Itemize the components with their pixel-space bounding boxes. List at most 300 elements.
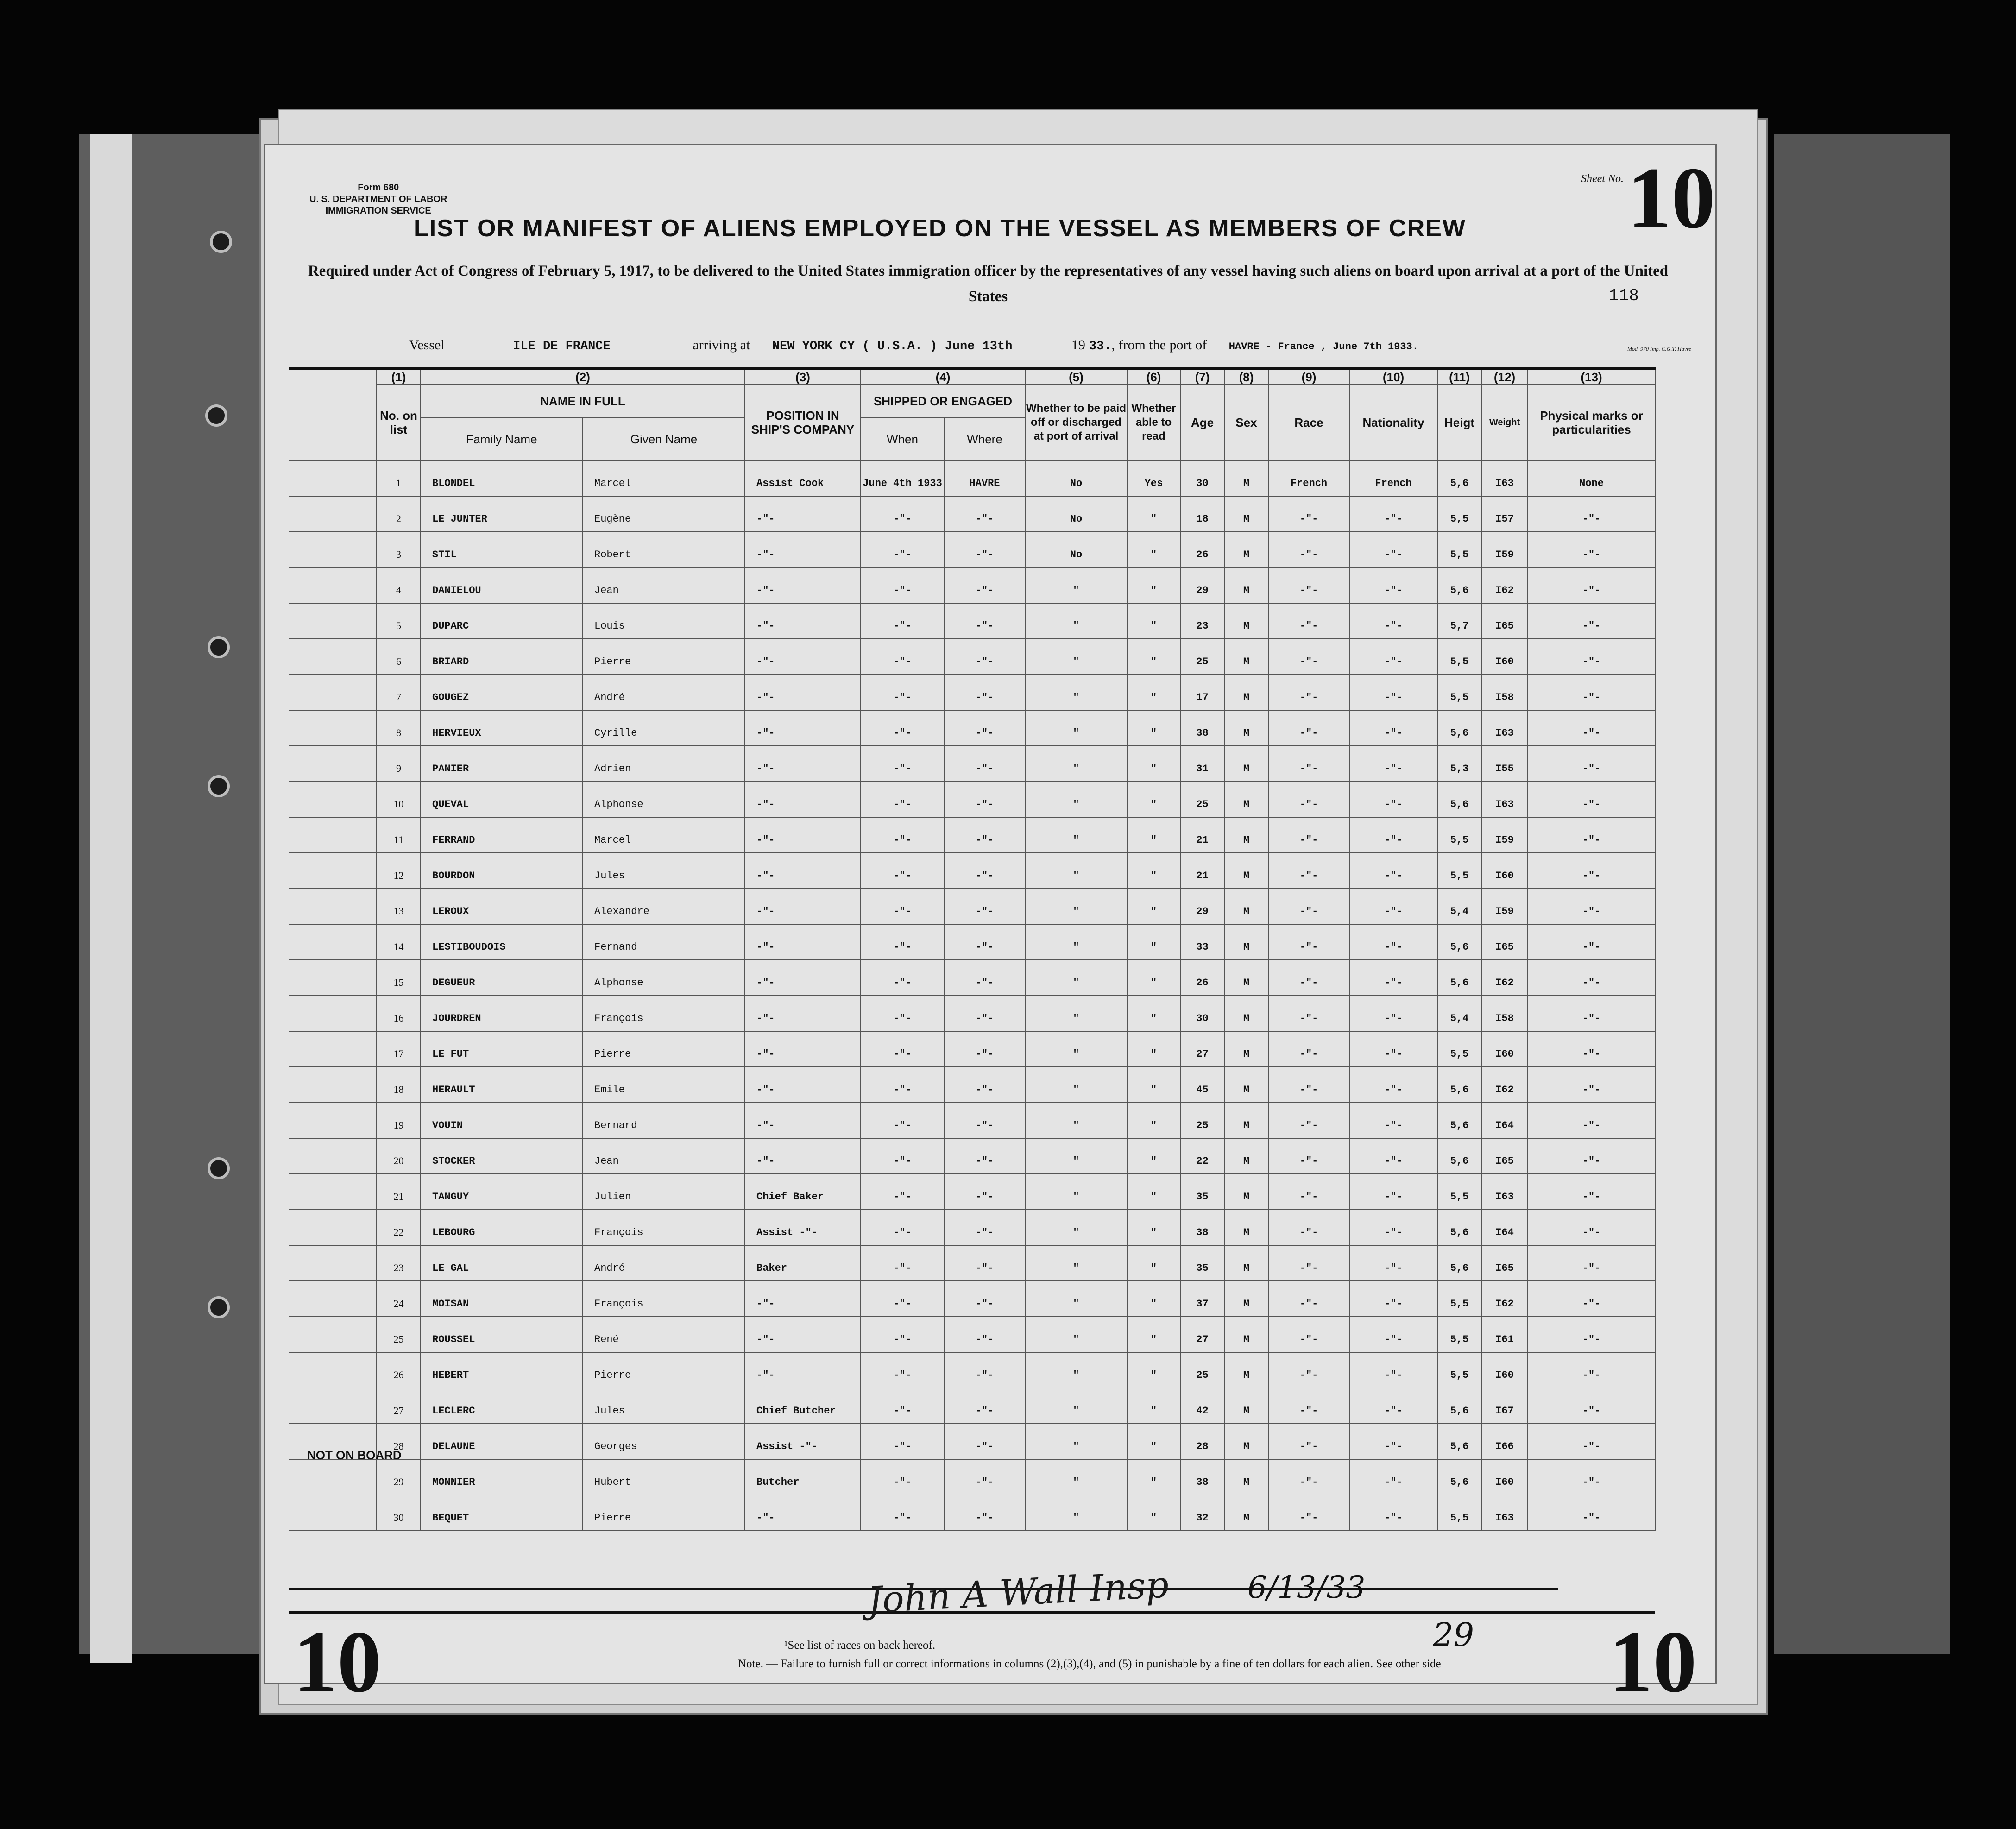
age-cell: 29 <box>1180 568 1224 603</box>
shipped-when-cell: -"- <box>861 1281 944 1317</box>
weight-cell: I58 <box>1481 996 1528 1031</box>
family-name-cell: STIL <box>421 532 583 568</box>
row-number-cell: 10 <box>377 782 421 817</box>
nationality-cell: -"- <box>1349 1210 1437 1245</box>
race-cell: -"- <box>1268 924 1349 960</box>
race-cell: French <box>1268 460 1349 496</box>
row-margin <box>289 1281 377 1317</box>
nationality-cell: -"- <box>1349 1031 1437 1067</box>
physical-marks-cell: -"- <box>1528 924 1655 960</box>
family-name-cell: DANIELOU <box>421 568 583 603</box>
physical-marks-cell: -"- <box>1528 675 1655 710</box>
sex-cell: M <box>1224 746 1268 782</box>
physical-marks-cell: -"- <box>1528 1031 1655 1067</box>
row-number-cell: 13 <box>377 889 421 924</box>
row-margin <box>289 1174 377 1210</box>
family-name-cell: GOUGEZ <box>421 675 583 710</box>
weight-cell: I62 <box>1481 960 1528 996</box>
table-row <box>289 568 1655 603</box>
given-name-cell: Pierre <box>583 1031 745 1067</box>
given-name-cell: Jean <box>583 1138 745 1174</box>
physical-marks-cell: -"- <box>1528 496 1655 532</box>
able-to-read-cell: " <box>1127 1495 1180 1531</box>
able-to-read-cell: " <box>1127 782 1180 817</box>
race-cell: -"- <box>1268 1031 1349 1067</box>
family-name-cell: HERAULT <box>421 1067 583 1103</box>
race-cell: -"- <box>1268 603 1349 639</box>
vessel-line <box>409 337 1418 353</box>
shipped-when-cell: -"- <box>861 1352 944 1388</box>
weight-cell: I59 <box>1481 889 1528 924</box>
paid-off-cell: " <box>1025 639 1127 675</box>
shipped-where-cell: -"- <box>944 1174 1025 1210</box>
paid-off-cell: " <box>1025 1174 1127 1210</box>
family-name-cell: LE JUNTER <box>421 496 583 532</box>
age-cell: 35 <box>1180 1245 1224 1281</box>
given-name-cell: Julien <box>583 1174 745 1210</box>
weight-cell: I65 <box>1481 1138 1528 1174</box>
sex-cell: M <box>1224 1103 1268 1138</box>
binder-hole-icon <box>208 636 230 658</box>
sex-cell: M <box>1224 1388 1268 1424</box>
row-margin <box>289 853 377 889</box>
physical-marks-cell: -"- <box>1528 1495 1655 1531</box>
age-cell: 26 <box>1180 532 1224 568</box>
signature-date: 6/13/33 <box>1247 1570 1366 1605</box>
paid-off-cell: No <box>1025 460 1127 496</box>
able-to-read-cell: " <box>1127 1281 1180 1317</box>
shipped-where-cell: -"- <box>944 1388 1025 1424</box>
weight-cell: I67 <box>1481 1388 1528 1424</box>
sex-cell: M <box>1224 568 1268 603</box>
nationality-cell: -"- <box>1349 1103 1437 1138</box>
corner-sheet-number-left: 10 <box>293 1614 381 1711</box>
able-to-read-cell: " <box>1127 675 1180 710</box>
sex-cell: M <box>1224 1031 1268 1067</box>
height-cell: 5,5 <box>1437 817 1481 853</box>
position-cell: -"- <box>745 532 861 568</box>
shipped-when-cell: -"- <box>861 603 944 639</box>
table-row <box>289 1031 1655 1067</box>
row-margin <box>289 889 377 924</box>
race-cell: -"- <box>1268 675 1349 710</box>
nationality-cell: -"- <box>1349 532 1437 568</box>
crew-manifest-table <box>289 367 1656 1531</box>
age-cell: 30 <box>1180 460 1224 496</box>
family-name-cell: FERRAND <box>421 817 583 853</box>
given-name-cell: Eugène <box>583 496 745 532</box>
page-title: LIST OR MANIFEST OF ALIENS EMPLOYED ON THE VESSEL AS MEMBERS OF CREW <box>414 215 1466 242</box>
age-cell: 17 <box>1180 675 1224 710</box>
position-cell: -"- <box>745 889 861 924</box>
row-number-cell: 20 <box>377 1138 421 1174</box>
manifest-rows <box>289 460 1655 1531</box>
row-number-cell: 29 <box>377 1459 421 1495</box>
position-cell: -"- <box>745 568 861 603</box>
table-row <box>289 996 1655 1031</box>
given-name-cell: Bernard <box>583 1103 745 1138</box>
nationality-cell: -"- <box>1349 675 1437 710</box>
sex-cell: M <box>1224 603 1268 639</box>
shipped-when-cell: -"- <box>861 782 944 817</box>
race-cell: -"- <box>1268 1067 1349 1103</box>
table-row <box>289 1459 1655 1495</box>
nationality-cell: -"- <box>1349 996 1437 1031</box>
shipped-when-cell: -"- <box>861 1317 944 1352</box>
header-weight: Weight <box>1481 385 1528 460</box>
able-to-read-cell: " <box>1127 817 1180 853</box>
able-to-read-cell: " <box>1127 1174 1180 1210</box>
height-cell: 5,3 <box>1437 746 1481 782</box>
arriving-label: arriving at <box>693 337 750 353</box>
position-cell: -"- <box>745 853 861 889</box>
shipped-where-cell: -"- <box>944 496 1025 532</box>
row-number-cell: 25 <box>377 1317 421 1352</box>
race-cell: -"- <box>1268 746 1349 782</box>
inspector-signature: John A Wall Insp <box>867 1564 1170 1621</box>
table-row <box>289 960 1655 996</box>
weight-cell: I57 <box>1481 496 1528 532</box>
sex-cell: M <box>1224 1281 1268 1317</box>
age-cell: 27 <box>1180 1317 1224 1352</box>
header-able-to-read: Whether able to read <box>1127 385 1180 460</box>
weight-cell: I64 <box>1481 1103 1528 1138</box>
sex-cell: M <box>1224 1352 1268 1388</box>
table-row <box>289 1281 1655 1317</box>
col-number: (4) <box>861 369 1025 385</box>
paid-off-cell: " <box>1025 1495 1127 1531</box>
col-number: (5) <box>1025 369 1127 385</box>
form-number: Form 680 <box>358 183 399 193</box>
table-row <box>289 710 1655 746</box>
row-number-cell: 3 <box>377 532 421 568</box>
table-row <box>289 1067 1655 1103</box>
position-cell: -"- <box>745 1067 861 1103</box>
family-name-cell: LECLERC <box>421 1388 583 1424</box>
given-name-cell: Louis <box>583 603 745 639</box>
able-to-read-cell: " <box>1127 603 1180 639</box>
age-cell: 31 <box>1180 746 1224 782</box>
row-margin <box>289 960 377 996</box>
row-margin <box>289 568 377 603</box>
position-cell: -"- <box>745 1138 861 1174</box>
paid-off-cell: No <box>1025 532 1127 568</box>
table-row <box>289 1174 1655 1210</box>
age-cell: 18 <box>1180 496 1224 532</box>
row-number-cell: 24 <box>377 1281 421 1317</box>
table-row <box>289 460 1655 496</box>
given-name-cell: François <box>583 1210 745 1245</box>
paid-off-cell: " <box>1025 782 1127 817</box>
sex-cell: M <box>1224 1459 1268 1495</box>
shipped-where-cell: -"- <box>944 817 1025 853</box>
row-number-cell: 12 <box>377 853 421 889</box>
row-margin <box>289 603 377 639</box>
able-to-read-cell: " <box>1127 996 1180 1031</box>
family-name-cell: TANGUY <box>421 1174 583 1210</box>
table-row <box>289 924 1655 960</box>
row-number-cell: 9 <box>377 746 421 782</box>
able-to-read-cell: " <box>1127 1424 1180 1459</box>
height-cell: 5,6 <box>1437 1388 1481 1424</box>
table-row <box>289 496 1655 532</box>
shipped-when-cell: -"- <box>861 710 944 746</box>
position-cell: -"- <box>745 996 861 1031</box>
weight-cell: I65 <box>1481 924 1528 960</box>
row-number-cell: 18 <box>377 1067 421 1103</box>
able-to-read-cell: " <box>1127 1103 1180 1138</box>
arrival-port: NEW YORK CY ( U.S.A. ) June 13th <box>772 340 1013 353</box>
weight-cell: I59 <box>1481 532 1528 568</box>
height-cell: 5,4 <box>1437 889 1481 924</box>
age-cell: 38 <box>1180 1210 1224 1245</box>
nationality-cell: -"- <box>1349 603 1437 639</box>
height-cell: 5,6 <box>1437 924 1481 960</box>
sex-cell: M <box>1224 496 1268 532</box>
race-cell: -"- <box>1268 1352 1349 1388</box>
weight-cell: I63 <box>1481 460 1528 496</box>
from-label: , from the port of <box>1111 337 1207 353</box>
shipped-where-cell: -"- <box>944 603 1025 639</box>
family-name-cell: JOURDREN <box>421 996 583 1031</box>
physical-marks-cell: -"- <box>1528 960 1655 996</box>
nationality-cell: -"- <box>1349 710 1437 746</box>
sex-cell: M <box>1224 1245 1268 1281</box>
shipped-when-cell: -"- <box>861 1245 944 1281</box>
shipped-where-cell: -"- <box>944 1352 1025 1388</box>
given-name-cell: Georges <box>583 1424 745 1459</box>
family-name-cell: BRIARD <box>421 639 583 675</box>
given-name-cell: Hubert <box>583 1459 745 1495</box>
page-subtitle: Required under Act of Congress of February 5, 1917, to be delivered to the United States immigration officer by the representatives of any vessel having such aliens on board upon arrival at a port of the United States <box>308 263 1669 305</box>
margin-header <box>289 369 377 460</box>
nationality-cell: -"- <box>1349 1388 1437 1424</box>
able-to-read-cell: " <box>1127 960 1180 996</box>
shipped-when-cell: -"- <box>861 1103 944 1138</box>
row-margin <box>289 782 377 817</box>
weight-cell: I65 <box>1481 603 1528 639</box>
height-cell: 5,5 <box>1437 1031 1481 1067</box>
age-cell: 32 <box>1180 1495 1224 1531</box>
row-margin <box>289 1352 377 1388</box>
weight-cell: I66 <box>1481 1424 1528 1459</box>
weight-cell: I64 <box>1481 1210 1528 1245</box>
height-cell: 5,5 <box>1437 1281 1481 1317</box>
family-name-cell: HEBERT <box>421 1352 583 1388</box>
able-to-read-cell: " <box>1127 1210 1180 1245</box>
binder-hole-icon <box>208 1296 230 1318</box>
binder-strip <box>90 134 132 1663</box>
table-row <box>289 1424 1655 1459</box>
not-on-board-annotation: NOT ON BOARD <box>307 1448 402 1462</box>
row-margin <box>289 924 377 960</box>
paid-off-cell: " <box>1025 1031 1127 1067</box>
penalty-note: Note. — Failure to furnish full or correct informations in columns (2),(3),(4), and (5) in punishable by a fine of ten dollars for each alien. See other side <box>738 1658 1441 1670</box>
able-to-read-cell: " <box>1127 746 1180 782</box>
shipped-when-cell: -"- <box>861 960 944 996</box>
race-cell: -"- <box>1268 1138 1349 1174</box>
table-row <box>289 746 1655 782</box>
paid-off-cell: " <box>1025 1281 1127 1317</box>
position-cell: Assist Cook <box>745 460 861 496</box>
col-number: (11) <box>1437 369 1481 385</box>
row-margin <box>289 460 377 496</box>
able-to-read-cell: " <box>1127 1245 1180 1281</box>
family-name-cell: HERVIEUX <box>421 710 583 746</box>
shipped-where-cell: -"- <box>944 1424 1025 1459</box>
race-cell: -"- <box>1268 1459 1349 1495</box>
header-race: Race <box>1268 385 1349 460</box>
race-cell: -"- <box>1268 1424 1349 1459</box>
header-given-name: Given Name <box>583 418 745 460</box>
table-row <box>289 1138 1655 1174</box>
physical-marks-cell: None <box>1528 460 1655 496</box>
header-when: When <box>861 418 944 460</box>
given-name-cell: Alexandre <box>583 889 745 924</box>
paid-off-cell: " <box>1025 1424 1127 1459</box>
able-to-read-cell: " <box>1127 1352 1180 1388</box>
race-cell: -"- <box>1268 1210 1349 1245</box>
position-cell: -"- <box>745 1495 861 1531</box>
given-name-cell: Adrien <box>583 746 745 782</box>
position-cell: -"- <box>745 675 861 710</box>
race-cell: -"- <box>1268 1388 1349 1424</box>
header-family-name: Family Name <box>421 418 583 460</box>
age-cell: 42 <box>1180 1388 1224 1424</box>
family-name-cell: DELAUNE <box>421 1424 583 1459</box>
shipped-when-cell: -"- <box>861 568 944 603</box>
paid-off-cell: " <box>1025 817 1127 853</box>
able-to-read-cell: " <box>1127 1388 1180 1424</box>
col-number: (8) <box>1224 369 1268 385</box>
given-name-cell: Jean <box>583 568 745 603</box>
shipped-where-cell: -"- <box>944 568 1025 603</box>
nationality-cell: -"- <box>1349 853 1437 889</box>
position-cell: -"- <box>745 817 861 853</box>
given-name-cell: Pierre <box>583 1352 745 1388</box>
paid-off-cell: " <box>1025 889 1127 924</box>
table-row <box>289 853 1655 889</box>
table-row <box>289 675 1655 710</box>
nationality-cell: -"- <box>1349 782 1437 817</box>
height-cell: 5,6 <box>1437 1424 1481 1459</box>
race-cell: -"- <box>1268 568 1349 603</box>
row-number-cell: 21 <box>377 1174 421 1210</box>
given-name-cell: René <box>583 1317 745 1352</box>
table-row <box>289 889 1655 924</box>
form-identification <box>309 182 447 217</box>
age-cell: 28 <box>1180 1424 1224 1459</box>
nationality-cell: -"- <box>1349 1245 1437 1281</box>
table-row <box>289 817 1655 853</box>
given-name-cell: Marcel <box>583 817 745 853</box>
row-margin <box>289 532 377 568</box>
race-cell: -"- <box>1268 710 1349 746</box>
binder-hole-icon <box>208 775 230 797</box>
races-footnote: ¹See list of races on back hereof. <box>784 1639 936 1652</box>
nationality-cell: -"- <box>1349 1281 1437 1317</box>
header-age: Age <box>1180 385 1224 460</box>
row-number-cell: 14 <box>377 924 421 960</box>
shipped-when-cell: -"- <box>861 1067 944 1103</box>
physical-marks-cell: -"- <box>1528 1174 1655 1210</box>
family-name-cell: BOURDON <box>421 853 583 889</box>
given-name-cell: Jules <box>583 853 745 889</box>
manifest-page <box>264 144 1717 1711</box>
given-name-cell: Alphonse <box>583 960 745 996</box>
header-physical-marks: Physical marks or particularities <box>1528 385 1655 460</box>
header-where: Where <box>944 418 1025 460</box>
weight-cell: I58 <box>1481 675 1528 710</box>
paid-off-cell: " <box>1025 1103 1127 1138</box>
department-name: U. S. DEPARTMENT OF LABOR <box>309 194 447 204</box>
position-cell: -"- <box>745 496 861 532</box>
height-cell: 5,6 <box>1437 460 1481 496</box>
age-cell: 26 <box>1180 960 1224 996</box>
able-to-read-cell: " <box>1127 710 1180 746</box>
height-cell: 5,6 <box>1437 1459 1481 1495</box>
header-nationality: Nationality <box>1349 385 1437 460</box>
position-cell: -"- <box>745 924 861 960</box>
family-name-cell: MOISAN <box>421 1281 583 1317</box>
shipped-when-cell: -"- <box>861 1424 944 1459</box>
shipped-when-cell: -"- <box>861 532 944 568</box>
physical-marks-cell: -"- <box>1528 1317 1655 1352</box>
position-cell: -"- <box>745 710 861 746</box>
given-name-cell: Robert <box>583 532 745 568</box>
given-name-cell: Pierre <box>583 1495 745 1531</box>
nationality-cell: -"- <box>1349 568 1437 603</box>
row-margin <box>289 746 377 782</box>
row-number-cell: 6 <box>377 639 421 675</box>
nationality-cell: -"- <box>1349 817 1437 853</box>
paid-off-cell: " <box>1025 996 1127 1031</box>
family-name-cell: ROUSSEL <box>421 1317 583 1352</box>
sex-cell: M <box>1224 1067 1268 1103</box>
able-to-read-cell: " <box>1127 532 1180 568</box>
nationality-cell: -"- <box>1349 1459 1437 1495</box>
physical-marks-cell: -"- <box>1528 817 1655 853</box>
row-number-cell: 26 <box>377 1352 421 1388</box>
paid-off-cell: " <box>1025 1245 1127 1281</box>
row-number-cell: 16 <box>377 996 421 1031</box>
header-no-on-list: No. on list <box>377 385 421 460</box>
position-cell: -"- <box>745 1103 861 1138</box>
given-name-cell: François <box>583 1281 745 1317</box>
race-cell: -"- <box>1268 1103 1349 1138</box>
physical-marks-cell: -"- <box>1528 1459 1655 1495</box>
height-cell: 5,5 <box>1437 1352 1481 1388</box>
weight-cell: I63 <box>1481 782 1528 817</box>
sex-cell: M <box>1224 1138 1268 1174</box>
family-name-cell: BEQUET <box>421 1495 583 1531</box>
physical-marks-cell: -"- <box>1528 1245 1655 1281</box>
table-row <box>289 639 1655 675</box>
able-to-read-cell: " <box>1127 1317 1180 1352</box>
paid-off-cell: No <box>1025 496 1127 532</box>
row-margin <box>289 817 377 853</box>
position-cell: -"- <box>745 1031 861 1067</box>
race-cell: -"- <box>1268 1495 1349 1531</box>
age-cell: 21 <box>1180 853 1224 889</box>
sheet-label: Sheet No. <box>1581 173 1624 185</box>
physical-marks-cell: -"- <box>1528 889 1655 924</box>
position-cell: Baker <box>745 1245 861 1281</box>
physical-marks-cell: -"- <box>1528 1103 1655 1138</box>
vessel-label: Vessel <box>409 337 445 353</box>
sex-cell: M <box>1224 1424 1268 1459</box>
family-name-cell: DUPARC <box>421 603 583 639</box>
